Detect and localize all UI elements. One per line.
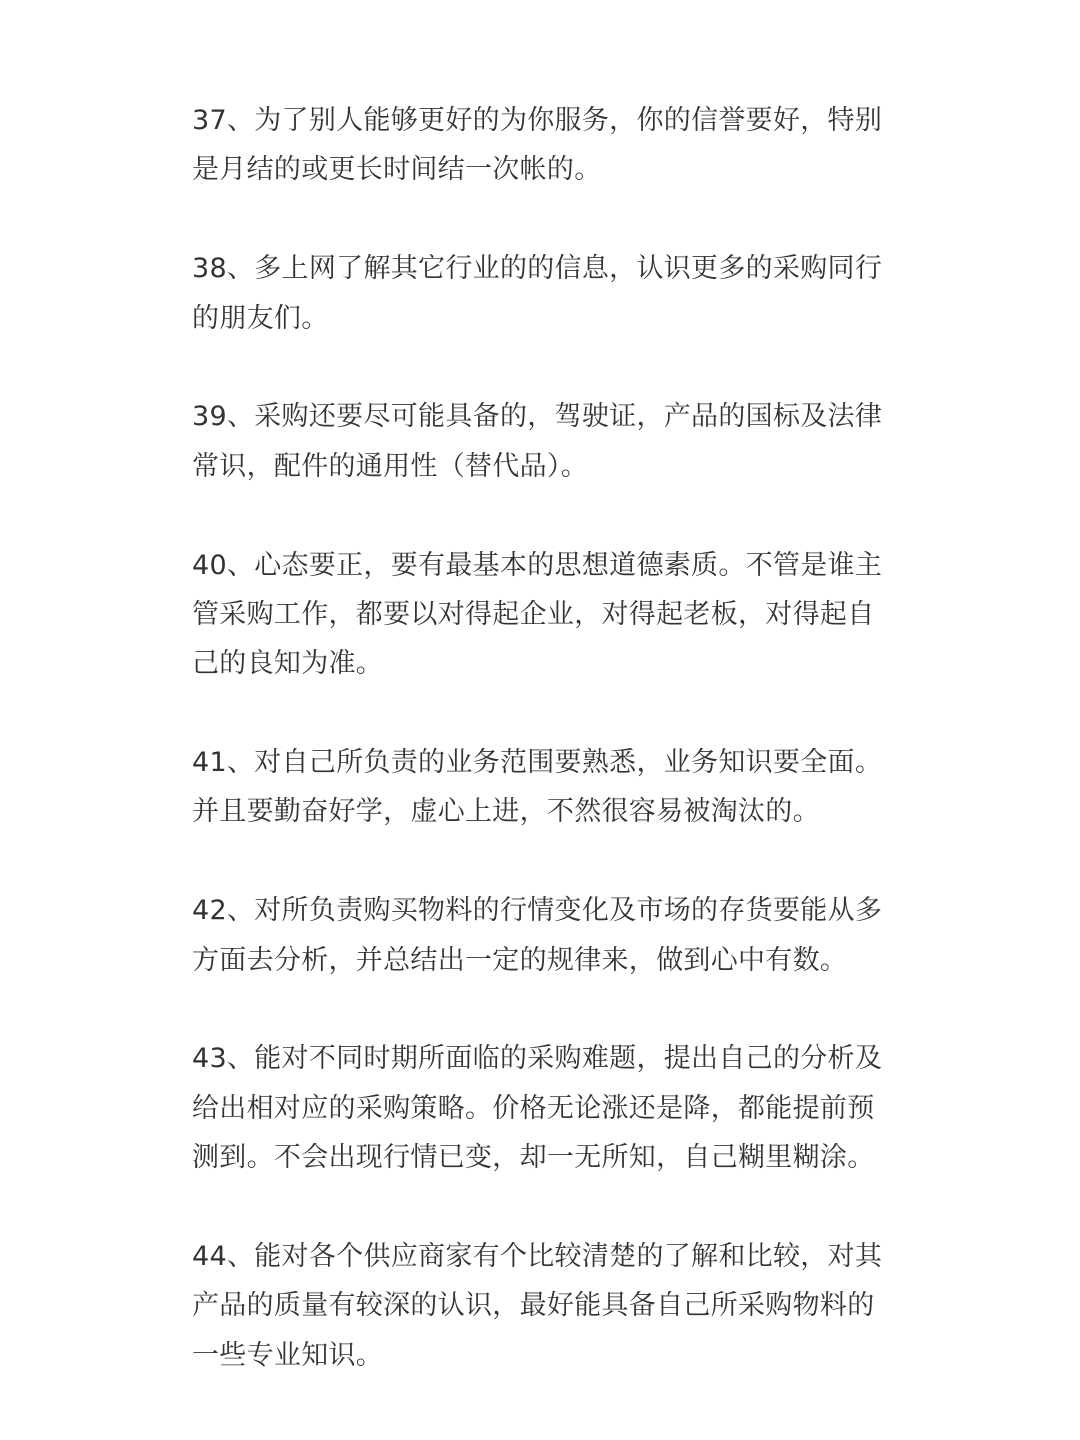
paragraph-line: 并且要勤奋好学，虚心上进，不然很容易被淘汰的。 bbox=[192, 796, 820, 828]
paragraph-line: 一些专业知识。 bbox=[192, 1339, 384, 1371]
paragraph-line: 己的良知为准。 bbox=[192, 648, 384, 680]
paragraph-item bbox=[192, 541, 892, 689]
paragraph-item bbox=[192, 392, 892, 491]
paragraph-line: 方面去分析，并总结出一定的规律来，做到心中有数。 bbox=[192, 944, 848, 976]
paragraph-line: 44、能对各个供应商家有个比较清楚的了解和比较，对其 bbox=[192, 1240, 883, 1272]
paragraph-line: 41、对自己所负责的业务范围要熟悉，业务知识要全面。 bbox=[192, 747, 883, 779]
paragraph-line: 给出相对应的采购策略。价格无论涨还是降，都能提前预 bbox=[192, 1092, 875, 1124]
paragraph-line: 40、心态要正，要有最基本的思想道德素质。不管是谁主 bbox=[192, 549, 883, 581]
paragraph-item bbox=[192, 886, 892, 985]
paragraph-item bbox=[192, 1232, 892, 1380]
paragraph-line: 42、对所负责购买物料的行情变化及市场的存货要能从多 bbox=[192, 895, 883, 927]
paragraph-line: 43、能对不同时期所面临的采购难题，提出自己的分析及 bbox=[192, 1043, 883, 1075]
paragraph-line: 管采购工作，都要以对得起企业，对得起老板，对得起自 bbox=[192, 598, 875, 630]
paragraph-item bbox=[192, 96, 892, 195]
paragraph-line: 常识，配件的通用性（替代品）。 bbox=[192, 450, 588, 482]
paragraph-line: 37、为了别人能够更好的为你服务，你的信誉要好，特别 bbox=[192, 105, 883, 136]
paragraph-line: 产品的质量有较深的认识，最好能具备自己所采购物料的 bbox=[192, 1290, 875, 1322]
paragraph-item bbox=[192, 244, 892, 343]
paragraph-line: 是月结的或更长时间结一次帐的。 bbox=[192, 154, 602, 186]
paragraph-line: 测到。不会出现行情已变，却一无所知，自己糊里糊涂。 bbox=[192, 1142, 875, 1174]
paragraph-line: 38、多上网了解其它行业的的信息，认识更多的采购同行 bbox=[192, 253, 883, 285]
document-body bbox=[192, 96, 892, 1430]
paragraph-item bbox=[192, 1034, 892, 1182]
paragraph-line: 39、采购还要尽可能具备的，驾驶证，产品的国标及法律 bbox=[192, 401, 883, 433]
paragraph-item bbox=[192, 738, 892, 837]
paragraph-line: 的朋友们。 bbox=[192, 302, 329, 334]
